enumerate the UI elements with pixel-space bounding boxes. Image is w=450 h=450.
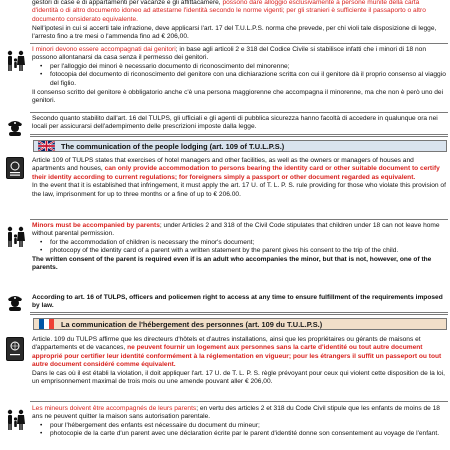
french-minors: Les mineurs doivent être accompagnés de leurs parents; en vertu des articles 2 et 318 du Code Civil stipule que les enfants de moins de 18 ans ne peuvent quitter la maison sans autorisation parentale. • pour l'hébergement des enfants est nécessaire du document du mineur; • photocopie de la carte d'un parent avec une déclaration écrite par le parent d'identité donne son consentement au voyage de l'enfant. xyxy=(32,405,446,439)
family-icon xyxy=(6,226,26,248)
passport-icon xyxy=(6,337,24,361)
french-intro: Article. 109 du TULPS affirme que les directeurs d'hôtels et d'autres installations, ainsi que les propriétaires ou gérants de maisons et d'appartements et de vacances, ne peuvent fournir un logement aux personnes sans la carte d'identité ou tout autre document approprié pour certifier leur identité conformément à la réglementation en vigueur; pour les étrangers il suffit un passeport ou tout autre document considéré comme équivalent. Dans le cas où il est établi la violation, il doit appliquer l'art. 17 U. de T. L. P. S. règle prévoyant pour ceux qui violent cette disposition de la loi, un emprisonnement maximal de trois mois ou une amende pouvant aller € 206,00. xyxy=(32,336,445,386)
divider xyxy=(30,134,448,137)
uk-flag-icon xyxy=(38,141,55,151)
italian-minors: I minori devono essere accompagnati dai genitori; in base agli articoli 2 e 318 del Codice Civile si stabilisce infatti che i minori di 18 non possono allontanarsi da casa senza il permesso dei genitori. • per l'alloggio dei minori è necessario documento di riconoscimento del minorenne; • fotocopia del documento di riconoscimento del genitore con una dichiarazione scritta con cui il genitore dà il proprio consenso al viaggio del figlio. Il consenso scritto del genitore è obbligatorio anche c'è una persona maggiorenne che accompagna il minorenne, ma che non è però uno dei genitori. xyxy=(32,46,446,106)
divider xyxy=(30,401,448,402)
english-heading: The communication of the people lodging (art. 109 of T.U.L.P.S.) xyxy=(61,141,285,151)
id-card-icon xyxy=(6,157,24,179)
family-icon xyxy=(6,50,26,72)
french-section-header xyxy=(33,318,447,330)
french-heading: La communication de l'hébergement des personnes (art. 109 du T.U.L.P.S.) xyxy=(61,319,323,329)
bullet-item: • photocopie de la carte d'un parent avec une déclaration écrite par le parent d'identité donne son consentement au voyage de l'enfant. xyxy=(32,430,446,438)
english-section-header xyxy=(33,140,447,152)
english-minors: Minors must be accompanied by parents; under Articles 2 and 318 of the Civil Code stipulates that children under 18 can not leave home without parental permission. • for the accommodation of children is necessary the minor's document; • photocopy of the identity card of a parent with a written statement by the parent gives his consent to the trip of the child. The written consent of the parent is required even if is an adult who accompanies the minor, but that is not, however, one of the parents. xyxy=(32,222,446,272)
divider xyxy=(30,43,448,44)
divider xyxy=(30,112,448,113)
english-article-16: According to art. 16 of TULPS, officers and policemen right to access at any time to ensure fulfillment of the requirements imposed by law. xyxy=(32,294,443,310)
bullet-item: • photocopy of the identity card of a parent with a written statement by the parent gives his consent to the trip of the child. xyxy=(32,247,446,255)
italian-intro-continued: gestori di case e di appartamenti per vacanze e gli affittacamere, possono dare alloggio esclusivamente a persone munite della carta d'identità o di altro documento idoneo ad attestarne l'identità secondo le norme vigenti; per gli stranieri è sufficiente il passaporto o altro documento considerato equivalente. xyxy=(32,0,426,23)
bullet-item: • for the accommodation of children is necessary the minor's document; xyxy=(32,239,446,247)
divider xyxy=(30,219,448,220)
bullet-item: • per l'alloggio dei minori è necessario documento di riconoscimento del minorenne; xyxy=(32,63,446,71)
bullet-item: • pour l'hébergement des enfants est nécessaire du document du mineur; xyxy=(32,422,446,430)
divider xyxy=(30,312,448,315)
english-intro: Article 109 of TULPS states that exercises of hotel managers and other facilities, as well as the owners or managers of houses and apartments and houses, can only provide accommodation to persons bearing the identity card or other suitable document to certify their identity according to current regulations; for foreigners simply a passport or other document regarded as equivalent. In the event that it is established that infringement, it must apply the art. 17 U. of T. L. P. S. rule providing for those who violate this provision of the law, imprisonment for up to three months or a fine of up to € 206.00. xyxy=(32,157,446,198)
france-flag-icon xyxy=(38,319,55,329)
italian-article-16: Secondo quanto stabilito dall'art. 16 del TULPS, gli ufficiali e gli agenti di pubblica sicurezza hanno facoltà di accedere in qualunque ora nei locali per assicurarsi dell'adempimento delle prescrizioni imposte dalla legge. xyxy=(32,115,438,131)
police-officer-icon xyxy=(6,118,24,136)
bullet-item: • fotocopia del documento di riconoscimento del genitore con una dichiarazione scritta con cui il genitore dà il proprio consenso al viaggio del figlio. xyxy=(32,71,446,88)
police-officer-icon xyxy=(6,293,24,311)
italian-infringement: Nell'ipotesi in cui si accerti tale infrazione, deve applicarsi l'art. 17 del T.U.L.P.S. norma che prevede, per chi violi tale disposizione di legge, l'arresto fino a tre mesi o l'ammenda fino ad € 206,00. xyxy=(32,25,437,41)
family-icon xyxy=(6,409,26,431)
